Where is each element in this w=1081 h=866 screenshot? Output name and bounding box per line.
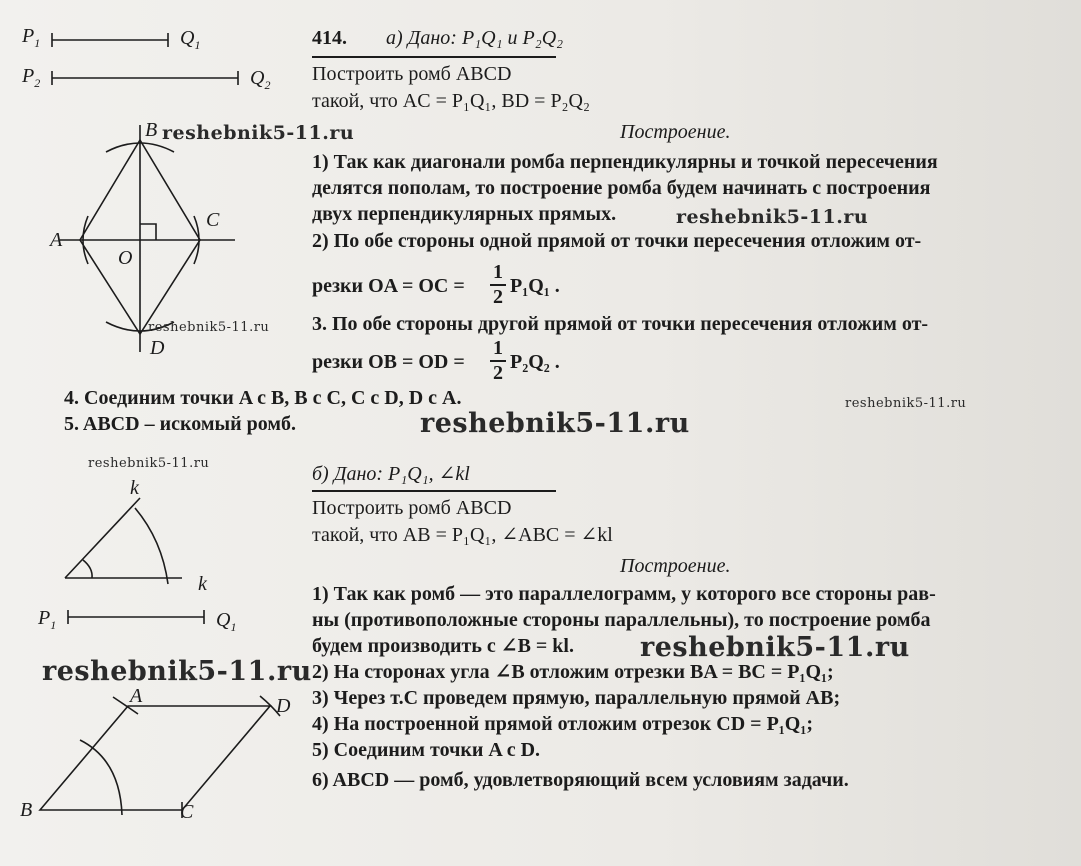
- rhombus-figure-b: [40, 696, 280, 818]
- label-d-a: D: [150, 337, 165, 359]
- task-line2-b: такой, что AB = P₁Q₁, ∠ABC = ∠kl: [312, 524, 613, 546]
- segment-p1q1-a: [52, 33, 168, 47]
- label-d-b: D: [276, 695, 291, 717]
- given-b: б) Дано: P₁Q₁, ∠kl: [312, 463, 470, 485]
- given-a: а) Дано: P₁Q₁ и P₂Q₂: [386, 27, 564, 49]
- fraction-num-1: 1: [493, 261, 503, 283]
- construction-heading-a: Построение.: [620, 121, 731, 143]
- problem-number: 414.: [312, 27, 347, 49]
- watermark-8: reshebnik5-11.ru: [42, 656, 312, 687]
- task-line2-a: такой, что AC = P₁Q₁, BD = P₂Q₂: [312, 90, 590, 112]
- step-b-5: 3) Через т.C проведем прямую, параллельную прямой AB;: [312, 687, 841, 709]
- watermark-5: reshebnik5-11.ru: [420, 408, 690, 439]
- step-b-3: будем производить с ∠B = kl.: [312, 635, 574, 657]
- task-line1-a: Построить ромб ABCD: [312, 63, 512, 85]
- step-a-10: 4. Соединим точки A с B, B с C, C с D, D с A.: [64, 387, 462, 409]
- label-b-a: B: [145, 119, 158, 141]
- label-k-right: k: [198, 573, 207, 595]
- watermark-2: reshebnik5-11.ru: [676, 206, 869, 228]
- given-rule-b: [312, 490, 556, 492]
- step-a-9: P₂Q₂ .: [510, 351, 560, 373]
- step-a-2: делятся пополам, то построение ромба будем начинать с построения: [312, 177, 931, 199]
- step-a-1: 1) Так как диагонали ромба перпендикулярны и точкой пересечения: [312, 151, 938, 173]
- label-q2-a: $Q_2$: [250, 67, 271, 92]
- step-b-8: 6) ABCD — ромб, удовлетворяющий всем условиям задачи.: [312, 769, 849, 791]
- fraction-den-1: 2: [493, 286, 503, 308]
- task-line1-b: Построить ромб ABCD: [312, 497, 512, 519]
- segment-p1q1-b: [68, 610, 204, 624]
- label-o-a: O: [118, 247, 133, 269]
- step-b-1: 1) Так как ромб — это параллелограмм, у которого все стороны рав-: [312, 583, 936, 605]
- fraction-den-2: 2: [493, 362, 503, 384]
- label-a-a: A: [50, 229, 63, 251]
- watermark-1: reshebnik5-11.ru: [162, 122, 355, 144]
- label-q1-a: $Q_1$: [180, 27, 201, 52]
- step-a-8: резки OB = OD =: [312, 351, 465, 373]
- step-b-2: ны (противоположные стороны параллельны), то построение ромба: [312, 609, 931, 631]
- label-q1-b: $Q_1$: [216, 609, 237, 634]
- construction-heading-b: Построение.: [620, 555, 731, 577]
- step-a-7: 3. По обе стороны другой прямой от точки пересечения отложим от-: [312, 313, 929, 335]
- step-b-6: 4) На построенной прямой отложим отрезок CD = P₁Q₁;: [312, 713, 813, 735]
- step-a-3: двух перпендикулярных прямых.: [312, 203, 617, 225]
- rhombus-figure-a: [60, 125, 235, 352]
- label-c-b: C: [180, 801, 194, 823]
- watermark-6: reshebnik5-11.ru: [88, 456, 210, 471]
- label-b-b: B: [20, 799, 33, 821]
- label-p1-a: $P_1$: [22, 25, 41, 50]
- label-p1-b: $P_1$: [38, 607, 57, 632]
- watermark-7: reshebnik5-11.ru: [640, 632, 910, 663]
- step-a-11: 5. ABCD – искомый ромб.: [64, 413, 296, 435]
- step-b-7: 5) Соединим точки A с D.: [312, 739, 541, 761]
- step-b-4: 2) На сторонах угла ∠B отложим отрезки BA = BC = P₁Q₁;: [312, 661, 834, 683]
- given-rule-a: [312, 56, 556, 58]
- step-a-4: 2) По обе стороны одной прямой от точки пересечения отложим от-: [312, 230, 922, 252]
- angle-kl-figure: [65, 498, 182, 584]
- watermark-3: reshebnik5-11.ru: [148, 320, 270, 335]
- label-a-b: A: [130, 685, 143, 707]
- label-c-a: C: [206, 209, 220, 231]
- step-a-6: P₁Q₁ .: [510, 275, 560, 297]
- watermark-4: reshebnik5-11.ru: [845, 396, 967, 411]
- fraction-num-2: 1: [493, 337, 503, 359]
- segment-p2q2-a: [52, 71, 238, 85]
- step-a-5: резки OA = OC =: [312, 275, 465, 297]
- label-p2-a: $P_2$: [22, 65, 41, 90]
- label-k-top: k: [130, 477, 139, 499]
